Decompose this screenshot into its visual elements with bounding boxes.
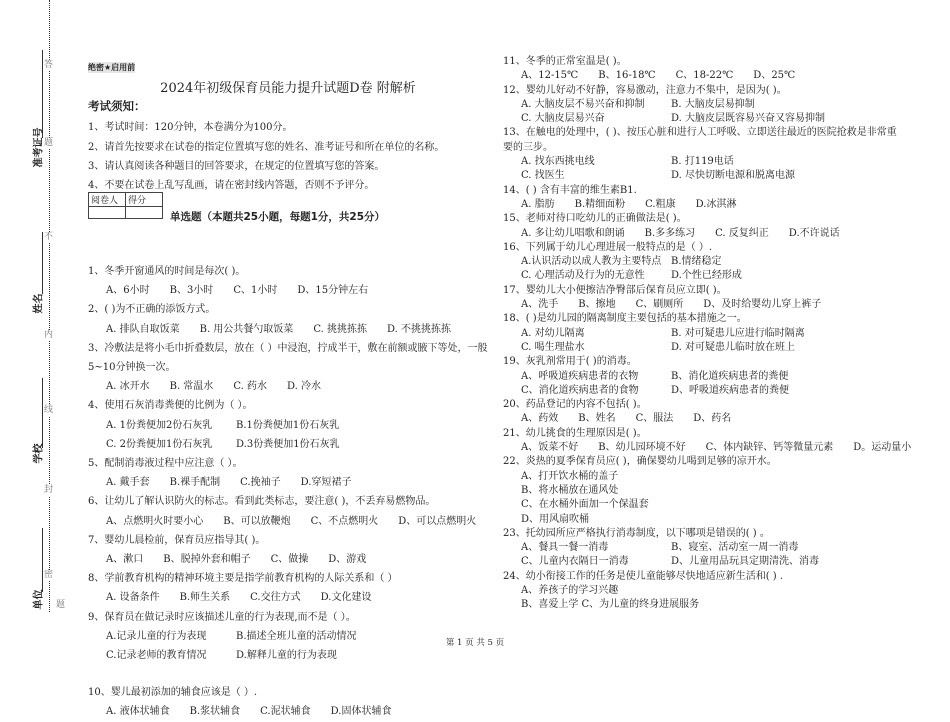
answer-option: C.交往方式 bbox=[250, 592, 301, 604]
option-row bbox=[503, 298, 943, 312]
notice-item: 3、请认真阅读各种题目的回答要求，在规定的位置填写您的答案。 bbox=[88, 161, 385, 172]
answer-option: C. 挑挑拣拣 bbox=[313, 323, 367, 335]
seal-char: 密 bbox=[44, 570, 54, 580]
answer-option: D. 不挑挑拣拣 bbox=[386, 323, 451, 335]
question bbox=[503, 55, 943, 84]
option-row bbox=[503, 98, 943, 112]
notice-item: 4、不要在试卷上乱写乱画，请在密封线内答题，否则不予评分。 bbox=[88, 180, 375, 191]
answer-option: A、6小时 bbox=[106, 285, 150, 297]
answer-option: B.师生关系 bbox=[179, 592, 231, 604]
answer-option: A、养孩子的学习兴趣 bbox=[521, 584, 619, 596]
question-stem: 24、幼小衔接工作的任务是使儿童能够尽快地适应新生活和( ) . bbox=[503, 570, 784, 582]
answer-option: D、呼吸道疾病患者的粪便 bbox=[671, 384, 790, 396]
answer-option: C.粗康 bbox=[645, 198, 676, 210]
answer-option: A. 戴手套 bbox=[106, 477, 150, 489]
question-stem: 23、托幼园所应严格执行消毒制度，以下哪项是错误的( ) 。 bbox=[503, 527, 770, 539]
option-row bbox=[503, 255, 943, 269]
answer-option: D、游戏 bbox=[328, 554, 367, 566]
answer-option: C、消化道疾病患者的食物 bbox=[521, 384, 639, 396]
answer-option: B、脱掉外套和帽子 bbox=[163, 554, 251, 566]
answer-option: A、洗手 bbox=[521, 299, 559, 311]
reviewer-cell[interactable] bbox=[89, 207, 126, 219]
question-stem: 22、炎热的夏季保育员应( )，确保婴幼儿喝到足够的凉开水。 bbox=[503, 456, 777, 468]
answer-option: C、体内缺锌、钙等微量元素 bbox=[705, 442, 834, 454]
answer-option: D.3份粪便加1份石灰乳 bbox=[236, 438, 340, 450]
answer-option: C、18-22℃ bbox=[675, 70, 734, 82]
option-row bbox=[503, 598, 943, 612]
answer-option: C. 喝生理盐水 bbox=[521, 341, 585, 353]
answer-option: C、不点燃明火 bbox=[310, 515, 379, 527]
answer-option: B.描述全班儿童的活动情况 bbox=[236, 630, 357, 642]
seal-char: 答 bbox=[44, 60, 54, 70]
question-stem: 8、学前教育机构的精神环境主要是指学前教育机构的人际关系和（ ） bbox=[88, 573, 398, 585]
page-title: 2024年初级保育员能力提升试题D卷 附解析 bbox=[160, 81, 416, 96]
option-row bbox=[88, 588, 488, 607]
seal-dotted-line bbox=[49, 0, 50, 612]
answer-option: A、餐具一餐一消毒 bbox=[521, 542, 609, 554]
score-cell[interactable] bbox=[126, 207, 163, 219]
questions-left-column bbox=[88, 262, 488, 722]
question-stem: 17、婴幼儿大小便擦洁净臀部后保育员应立即( )。 bbox=[503, 284, 727, 296]
option-row bbox=[503, 484, 943, 498]
answer-option: A. 大脑皮层不易兴奋和抑制 bbox=[521, 98, 645, 110]
answer-option: B. 用公共餐勺取饭菜 bbox=[199, 323, 294, 335]
question bbox=[503, 84, 943, 127]
question bbox=[88, 396, 488, 454]
option-row bbox=[88, 646, 488, 665]
answer-option: D、可以点燃明火 bbox=[398, 515, 477, 527]
answer-option: A、漱口 bbox=[106, 554, 144, 566]
answer-option: A、12-15℃ bbox=[521, 70, 579, 82]
question-stem: 10、婴儿最初添加的辅食应该是（ ）. bbox=[88, 687, 258, 699]
answer-option: B. 对可疑患儿应进行临时隔离 bbox=[671, 327, 805, 339]
answer-option: B、可以放鞭炮 bbox=[223, 515, 291, 527]
question bbox=[503, 126, 943, 183]
answer-option: A. 排队自取饭菜 bbox=[106, 323, 180, 335]
option-row bbox=[503, 370, 943, 384]
answer-option: C、服法 bbox=[635, 413, 674, 425]
answer-option: D。运动量小 bbox=[853, 442, 912, 454]
answer-option: A、打开饮水桶的盖子 bbox=[521, 470, 619, 482]
answer-option: A.认识活动以成人教为主要特点 bbox=[521, 256, 662, 268]
question bbox=[503, 184, 943, 213]
answer-option: B、将水桶放在通风处 bbox=[521, 484, 619, 496]
seal-char: 线 bbox=[44, 405, 54, 415]
answer-option: B、幼儿园环境不好 bbox=[598, 442, 686, 454]
option-row bbox=[503, 112, 943, 126]
option-row bbox=[503, 341, 943, 355]
question bbox=[88, 454, 488, 492]
notice-item: 2、请首先按要求在试卷的指定位置填写您的姓名、准考证号和所在单位的名称。 bbox=[88, 142, 445, 153]
option-row bbox=[503, 169, 943, 183]
question-stem: 7、婴幼儿晨检前，保育员应指导其( )。 bbox=[88, 534, 266, 546]
answer-option: B、16-18℃ bbox=[598, 70, 656, 82]
name-label: 姓名 bbox=[33, 293, 45, 314]
answer-option: D.冰淇淋 bbox=[695, 198, 737, 210]
answer-option: C、1小时 bbox=[233, 285, 278, 297]
notice-heading: 考试须知： bbox=[88, 99, 146, 113]
question-stem: 9、保育员在做记录时应该描述儿童的行为表现,而不是（ ）。 bbox=[88, 611, 356, 623]
answer-option: D、儿童用品玩具定期清洗、消毒 bbox=[671, 556, 820, 568]
answer-option: C. 反复纠正 bbox=[715, 227, 769, 239]
question bbox=[503, 212, 943, 241]
option-row bbox=[503, 384, 943, 398]
question bbox=[88, 300, 488, 338]
answer-option: D.文化建设 bbox=[320, 592, 372, 604]
answer-option: D. 对可疑患儿临时放在班上 bbox=[671, 341, 796, 353]
question bbox=[88, 262, 488, 300]
score-header: 得分 bbox=[126, 193, 163, 207]
question-stem: 2、( )为不正确的添饭方式。 bbox=[88, 304, 216, 316]
option-row bbox=[503, 541, 943, 555]
option-row bbox=[503, 155, 943, 169]
answer-option: A、点燃明火时要小心 bbox=[106, 515, 204, 527]
question bbox=[88, 683, 488, 721]
question-stem: 19、灰乳剂常用于( )的消毒。 bbox=[503, 356, 637, 368]
question-stem: 18、( )是幼儿园的隔离制度主要包括的基本措施之一。 bbox=[503, 313, 747, 325]
seal-char: 内 bbox=[44, 330, 54, 340]
answer-option: D. 尽快切断电源和脱离电源 bbox=[671, 170, 796, 182]
question-stem: 4、使用石灰消毒粪便的比例为（ ）。 bbox=[88, 400, 253, 412]
answer-option: D.不许说话 bbox=[788, 227, 840, 239]
answer-option: C、刷厕所 bbox=[635, 299, 684, 311]
answer-option: A、药效 bbox=[521, 413, 559, 425]
answer-option: A、呼吸道疾病患者的衣物 bbox=[521, 370, 639, 382]
answer-option: B. 大脑皮层易抑制 bbox=[671, 98, 755, 110]
question bbox=[503, 398, 943, 427]
option-row bbox=[503, 584, 943, 598]
answer-option: B、擦地 bbox=[578, 299, 616, 311]
answer-option: A. 对幼儿隔离 bbox=[521, 327, 585, 339]
question-stem: 13、在触电的处理中，( )、按压心脏和进行人工呼吸、立即送往最近的医院抢救是非常重 bbox=[503, 127, 897, 139]
option-row bbox=[503, 327, 943, 341]
reviewer-header: 阅卷人 bbox=[89, 193, 126, 207]
answer-option: D、及时给婴幼儿穿上裤子 bbox=[703, 299, 822, 311]
question bbox=[88, 492, 488, 530]
option-row bbox=[503, 498, 943, 512]
question-stem: 14、( ) 含有丰富的维生素B1. bbox=[503, 184, 637, 196]
answer-option: B、姓名 bbox=[578, 413, 616, 425]
answer-option: A. 找东西挑电线 bbox=[521, 156, 595, 168]
answer-option: B.多多练习 bbox=[644, 227, 696, 239]
seal-char: 题 bbox=[44, 138, 54, 148]
option-row bbox=[88, 702, 488, 721]
question-stem: 21、幼儿挑食的生理原因是( )。 bbox=[503, 427, 647, 439]
answer-option: A. 冰开水 bbox=[106, 381, 150, 393]
answer-option: B.情绪稳定 bbox=[671, 256, 722, 268]
answer-option: D、用风扇吹桶 bbox=[521, 513, 590, 525]
question bbox=[88, 569, 488, 607]
answer-option: D.个性已经形成 bbox=[671, 270, 742, 282]
answer-option: A. 1份粪便加2份石灰乳 bbox=[106, 419, 213, 431]
option-row bbox=[503, 470, 943, 484]
answer-option: D. 冷水 bbox=[286, 381, 321, 393]
answer-option: D.固体状辅食 bbox=[330, 706, 392, 718]
question bbox=[503, 455, 943, 526]
option-row bbox=[88, 377, 488, 396]
answer-option: C. 药水 bbox=[233, 381, 267, 393]
answer-option: C、做操 bbox=[270, 554, 309, 566]
option-row bbox=[88, 416, 488, 435]
option-row bbox=[503, 227, 943, 241]
option-row bbox=[503, 555, 943, 569]
seal-char: 题 bbox=[56, 600, 66, 610]
answer-option: B. 打119电话 bbox=[671, 156, 734, 168]
option-row bbox=[88, 281, 488, 300]
option-row bbox=[503, 513, 943, 527]
answer-option: A. 多让幼儿唱歌和朗诵 bbox=[521, 227, 625, 239]
answer-option: A.记录儿童的行为表现 bbox=[106, 630, 207, 642]
question bbox=[88, 339, 488, 397]
question-stem: 20、药品登记的内容不包括( )。 bbox=[503, 399, 647, 411]
question-stem: 15、老师对待口吃幼儿的正确做法是( )。 bbox=[503, 213, 687, 225]
answer-option: D.解释儿童的行为表现 bbox=[236, 650, 337, 662]
answer-option: B.浆状辅食 bbox=[189, 706, 241, 718]
answer-option: B.裸手配制 bbox=[169, 477, 221, 489]
answer-option: C.记录老师的教育情况 bbox=[106, 650, 207, 662]
option-row bbox=[503, 269, 943, 283]
answer-option: C、儿童内衣隔日一消毒 bbox=[521, 556, 629, 568]
option-row bbox=[88, 435, 488, 454]
question-stem: 16、下列属于幼儿心理进展一般特点的是（ ）. bbox=[503, 241, 713, 253]
question-stem: 5、配制消毒液过程中应注意（ ）。 bbox=[88, 458, 243, 470]
answer-option: B. 常温水 bbox=[169, 381, 214, 393]
answer-option: A. 脂肪 bbox=[521, 198, 555, 210]
answer-option: C.泥状辅食 bbox=[260, 706, 311, 718]
option-row bbox=[503, 441, 943, 455]
answer-option: B、消化道疾病患者的粪便 bbox=[671, 370, 789, 382]
question bbox=[503, 427, 943, 456]
answer-option: C.挽袖子 bbox=[240, 477, 281, 489]
question bbox=[503, 570, 943, 613]
answer-option: D、25℃ bbox=[753, 70, 796, 82]
answer-option: C. 找医生 bbox=[521, 170, 565, 182]
answer-option: A、饭菜不好 bbox=[521, 442, 579, 454]
question bbox=[503, 241, 943, 284]
question bbox=[503, 284, 943, 313]
question bbox=[503, 527, 943, 570]
question-stem: 11、冬季的正常室温是( )。 bbox=[503, 56, 627, 67]
answer-option: C. 心理活动及行为的无意性 bbox=[521, 270, 645, 282]
question bbox=[88, 531, 488, 569]
answer-option: B、喜爱上学 C、为儿童的终身进展服务 bbox=[521, 599, 700, 611]
option-row bbox=[88, 550, 488, 569]
answer-option: C. 大脑皮层易兴奋 bbox=[521, 113, 605, 125]
exam-id-label: 准考证号 bbox=[33, 127, 45, 168]
question-stem: 12、婴幼儿好动不好静，容易激动，注意力不集中，是因为( )。 bbox=[503, 84, 787, 96]
answer-option: D.穿短裙子 bbox=[300, 477, 352, 489]
answer-option: B、寝室、活动室一周一消毒 bbox=[671, 542, 799, 554]
secret-mark: 绝密★启用前 bbox=[88, 63, 136, 72]
unit-label: 单位 bbox=[33, 589, 45, 610]
page-footer: 第 1 页 共 5 页 bbox=[445, 638, 505, 648]
answer-option: C. 2份粪便加1份石灰乳 bbox=[106, 438, 213, 450]
answer-option: B.精细面粉 bbox=[574, 198, 626, 210]
answer-option: D、药名 bbox=[693, 413, 732, 425]
question bbox=[503, 355, 943, 398]
notice-item: 1、考试时间：120分钟，本卷满分为100分。 bbox=[88, 122, 293, 133]
section-title: 单选题（本题共25小题，每题1分，共25分） bbox=[170, 211, 386, 223]
score-table bbox=[88, 192, 163, 219]
question-stem: 3、冷敷法是将小毛巾折叠数层，放在（ ）中浸泡，拧成半干，敷在前额或腋下等处，一般 bbox=[88, 342, 488, 354]
answer-option: B.1份粪便加1份石灰乳 bbox=[236, 419, 340, 431]
option-row bbox=[88, 512, 488, 531]
seal-char: 不 bbox=[44, 232, 54, 242]
option-row bbox=[503, 412, 943, 426]
question-stem: 6、让幼儿了解认识防火的标志。看到此类标志，要注意( )，不丢弃易燃物品。 bbox=[88, 496, 436, 508]
option-row bbox=[88, 473, 488, 492]
option-row bbox=[503, 69, 943, 83]
answer-option: B、3小时 bbox=[169, 285, 214, 297]
answer-option: A. 设备条件 bbox=[106, 592, 160, 604]
question-stem: 1、冬季开窗通风的时间是每次( )。 bbox=[88, 266, 246, 277]
seal-char: 封 bbox=[44, 485, 54, 495]
option-row bbox=[503, 198, 943, 212]
school-label: 学校 bbox=[33, 443, 45, 464]
option-row bbox=[88, 320, 488, 339]
question-stem: 5~10分钟换一次。 bbox=[88, 362, 176, 374]
questions-right-column bbox=[503, 55, 943, 613]
answer-option: D. 大脑皮层既容易兴奋又容易抑制 bbox=[671, 113, 826, 125]
answer-option: C、在水桶外面加一个保温套 bbox=[521, 499, 649, 511]
question-stem: 要的三步。 bbox=[503, 141, 553, 153]
answer-option: A. 液体状辅食 bbox=[106, 706, 170, 718]
question bbox=[503, 312, 943, 355]
answer-option: D、15分钟左右 bbox=[297, 285, 369, 297]
